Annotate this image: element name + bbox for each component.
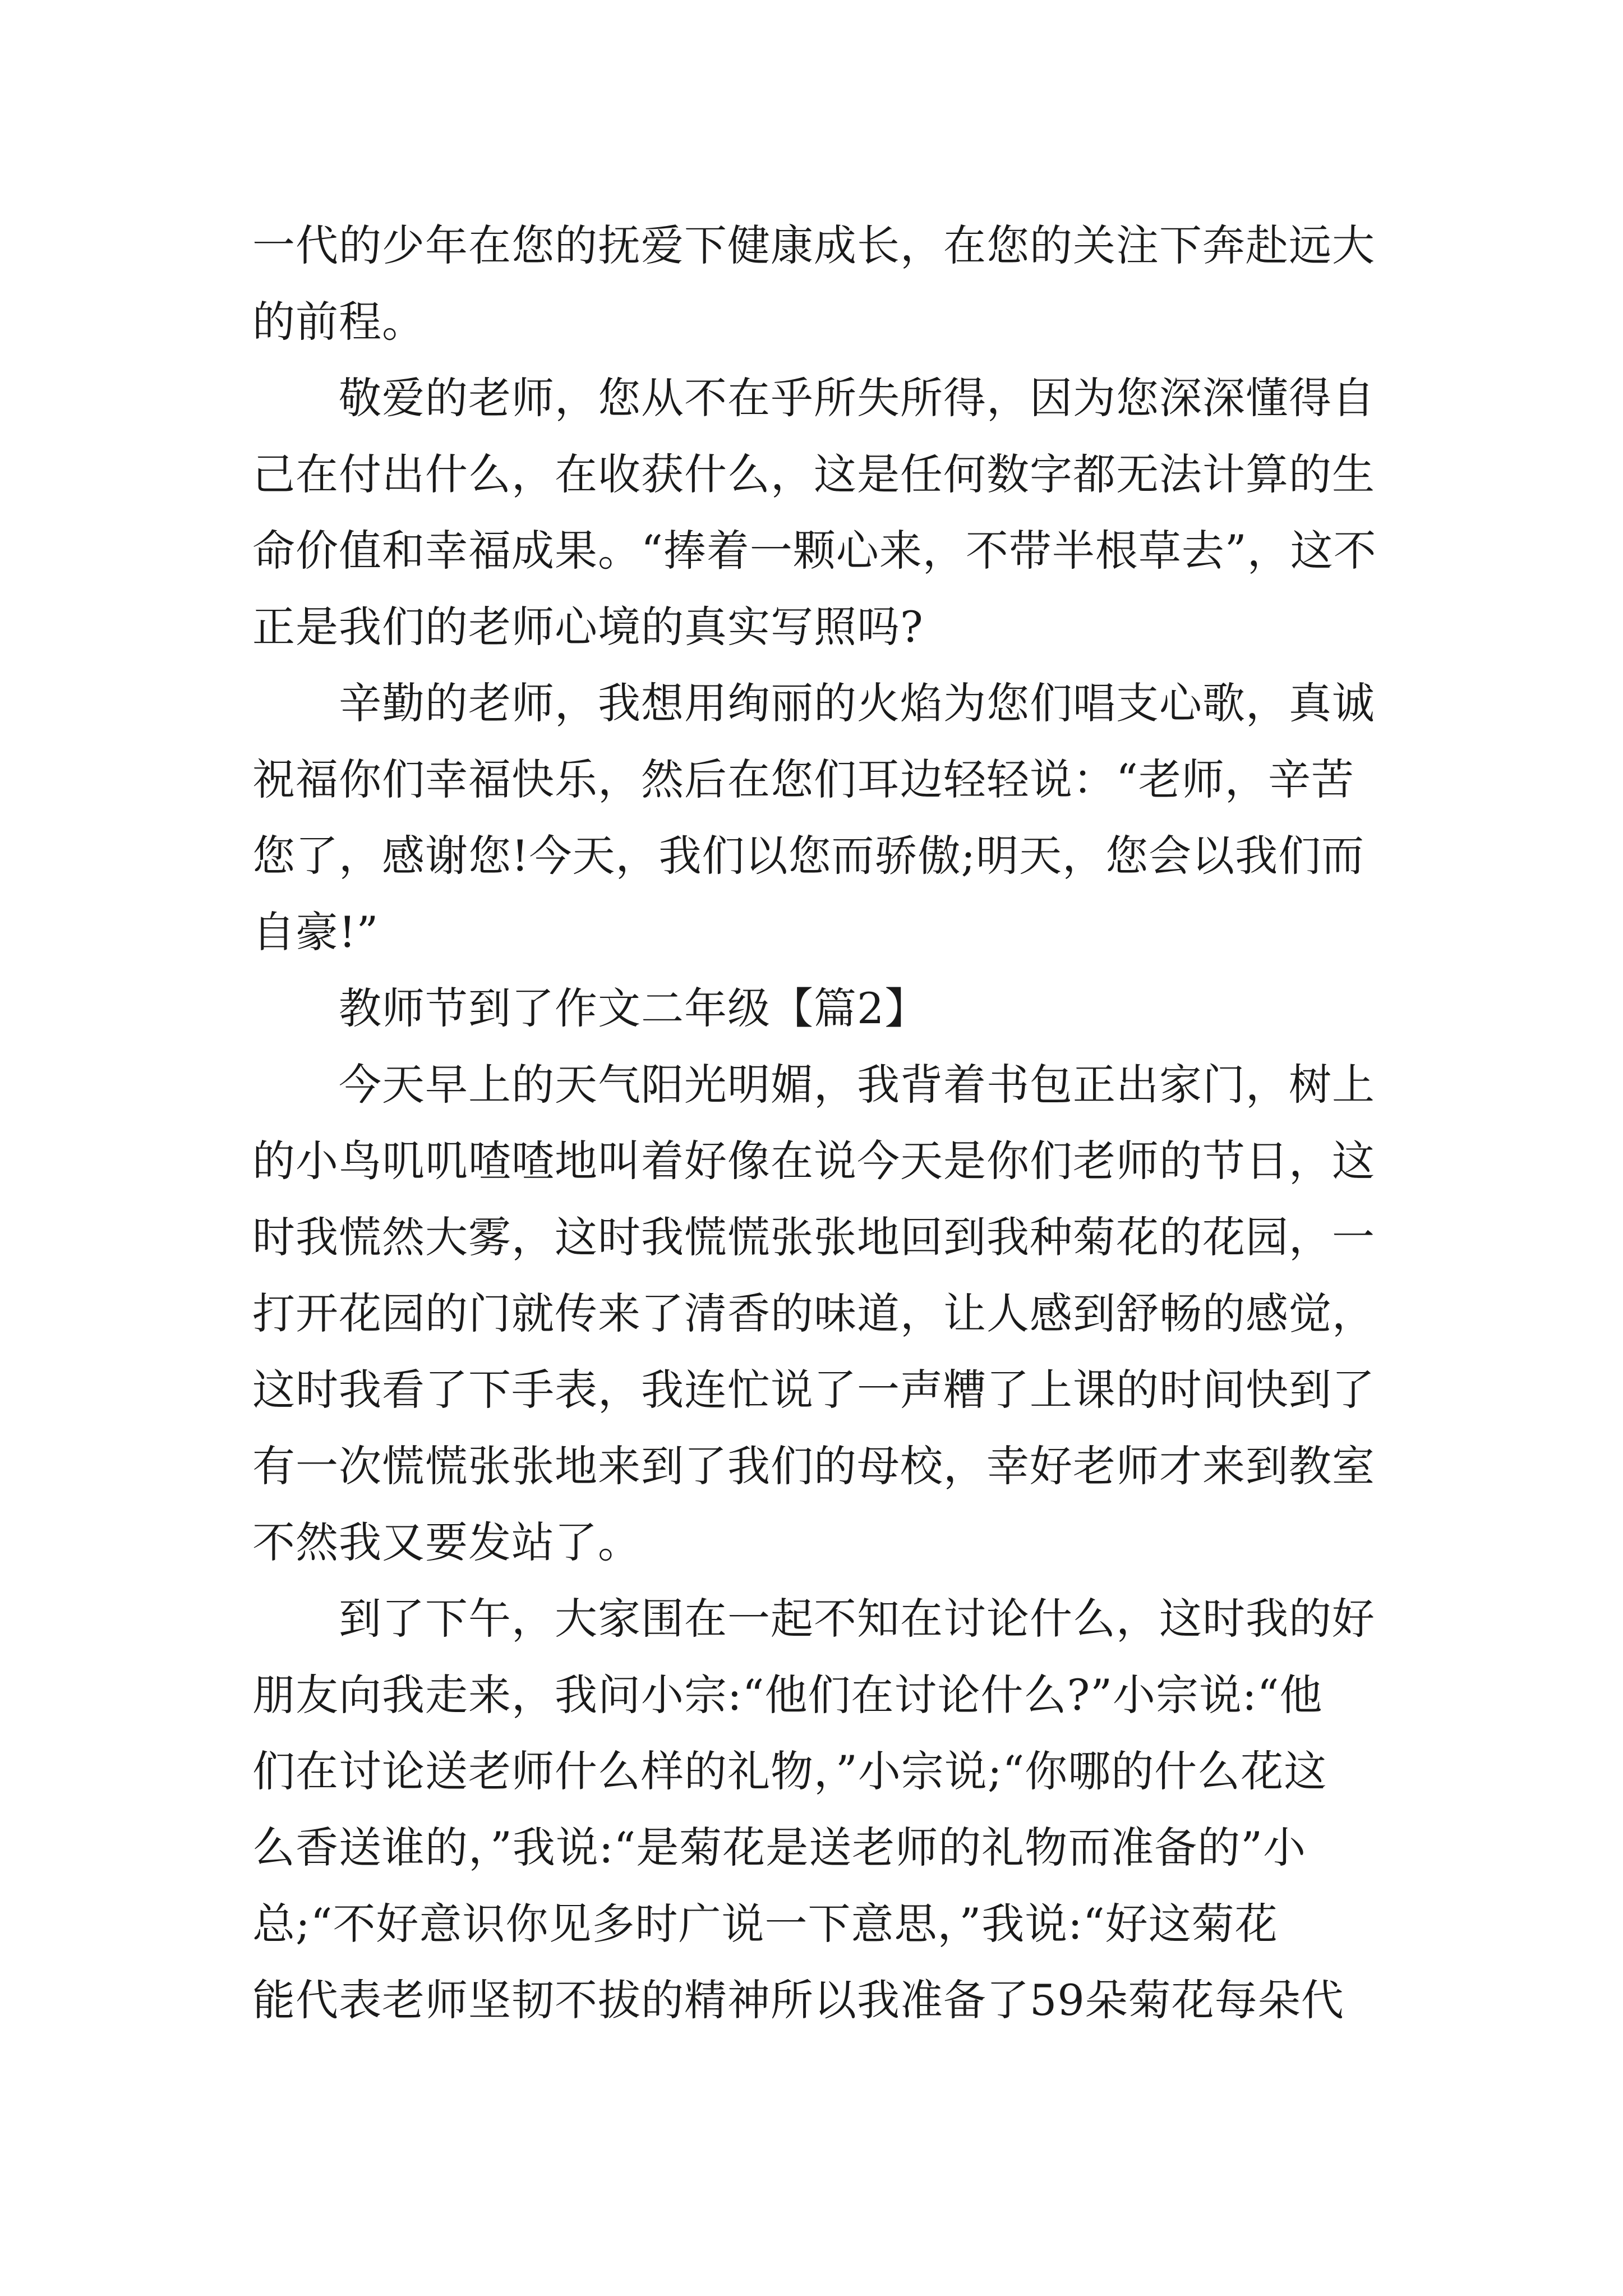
section-heading: 教师节到了作文二年级【篇2】 bbox=[339, 983, 928, 1033]
text-line: 们在讨论送老师什么样的礼物，”小宗说;“你哪的什么花这 bbox=[252, 1746, 1327, 1796]
text-line: 这时我看了下手表，我连忙说了一声糟了上课的时间快到了 bbox=[252, 1365, 1375, 1415]
text-line: 自豪!” bbox=[252, 907, 379, 957]
text-line: 的小鸟叽叽喳喳地叫着好像在说今天是你们老师的节日，这 bbox=[252, 1136, 1375, 1186]
text-line: 祝福你们幸福快乐，然后在您们耳边轻轻说：“老师，辛苦 bbox=[252, 754, 1354, 804]
paragraph-first-line: 今天早上的天气阳光明媚，我背着书包正出家门，树上 bbox=[339, 1060, 1375, 1110]
text-line: 打开花园的门就传来了清香的味道，让人感到舒畅的感觉， bbox=[252, 1289, 1375, 1338]
text-line: 总;“不好意识你见多时广说一下意思，”我说:“好这菊花 bbox=[252, 1899, 1278, 1949]
text-line: 己在付出什么，在收获什么，这是任何数字都无法计算的生 bbox=[252, 449, 1375, 499]
paragraph-first-line: 辛勤的老师，我想用绚丽的火焰为您们唱支心歌，真诚 bbox=[339, 678, 1375, 728]
text-line: 时我慌然大雾，这时我慌慌张张地回到我种菊花的花园，一 bbox=[252, 1212, 1375, 1262]
text-line: 的前程。 bbox=[252, 297, 425, 347]
paragraph-first-line: 到了下午，大家围在一起不知在讨论什么，这时我的好 bbox=[339, 1594, 1375, 1644]
text-line: 么香送谁的，”我说:“是菊花是送老师的礼物而准备的”小 bbox=[252, 1823, 1307, 1872]
text-line: 正是我们的老师心境的真实写照吗? bbox=[252, 602, 924, 652]
text-line: 朋友向我走来，我问小宗:“他们在讨论什么?”小宗说:“他 bbox=[252, 1670, 1323, 1720]
text-line: 不然我又要发站了。 bbox=[252, 1517, 641, 1567]
paragraph-first-line: 敬爱的老师，您从不在乎所失所得，因为您深深懂得自 bbox=[339, 373, 1375, 423]
text-line: 命价值和幸福成果。“捧着一颗心来，不带半根草去”，这不 bbox=[252, 526, 1377, 576]
text-line: 能代表老师坚韧不拔的精神所以我准备了59朵菊花每朵代 bbox=[252, 1975, 1344, 2025]
text-line: 有一次慌慌张张地来到了我们的母校，幸好老师才来到教室 bbox=[252, 1441, 1375, 1491]
text-line: 一代的少年在您的抚爱下健康成长，在您的关注下奔赴远大 bbox=[252, 220, 1375, 270]
text-line: 您了，感谢您!今天，我们以您而骄傲;明天，您会以我们而 bbox=[252, 831, 1365, 881]
